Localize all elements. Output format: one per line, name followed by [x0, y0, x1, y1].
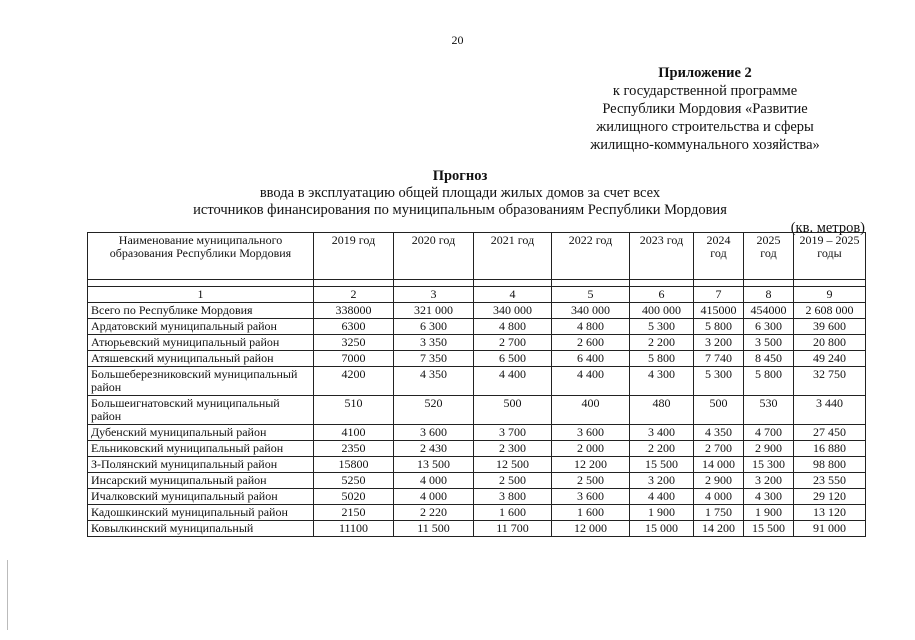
value-cell: 12 000 [552, 521, 630, 537]
value-cell: 3 350 [394, 335, 474, 351]
value-cell: 3 600 [552, 489, 630, 505]
scan-edge-mark [7, 560, 8, 630]
value-cell: 530 [744, 396, 794, 425]
value-cell: 27 450 [794, 425, 866, 441]
table-spacer-row [88, 280, 866, 287]
appendix-line: к государственной программе [612, 83, 798, 99]
value-cell: 2 000 [552, 441, 630, 457]
municipality-name-cell: Большеберезниковский муниципальный район [88, 367, 314, 396]
column-number-row [88, 287, 866, 303]
value-cell: 2150 [314, 505, 394, 521]
column-number-cell: 7 [694, 287, 744, 303]
value-cell: 4 000 [394, 489, 474, 505]
value-cell: 3 800 [474, 489, 552, 505]
table-row [88, 473, 866, 489]
appendix-block [555, 64, 855, 154]
value-cell: 1 900 [744, 505, 794, 521]
header-cell: Наименование муниципального образования Республики Мордовия [88, 233, 314, 280]
title-line: источников финансирования по муниципальным образованиям Республики Мордовия [193, 202, 727, 218]
header-cell: 2024 год [694, 233, 744, 280]
value-cell: 2 220 [394, 505, 474, 521]
municipality-name-cell: З-Полянский муниципальный район [88, 457, 314, 473]
value-cell: 338000 [314, 303, 394, 319]
value-cell: 7 350 [394, 351, 474, 367]
column-number-cell: 2 [314, 287, 394, 303]
value-cell: 16 880 [794, 441, 866, 457]
value-cell: 3 200 [630, 473, 694, 489]
value-cell: 5 300 [694, 367, 744, 396]
value-cell: 14 200 [694, 521, 744, 537]
value-cell: 13 500 [394, 457, 474, 473]
value-cell: 2 900 [694, 473, 744, 489]
table-body [88, 233, 866, 537]
value-cell: 11100 [314, 521, 394, 537]
table-row [88, 505, 866, 521]
header-cell: 2025 год [744, 233, 794, 280]
value-cell: 4 000 [394, 473, 474, 489]
municipality-name-cell: Большеигнатовский муниципальный район [88, 396, 314, 425]
value-cell: 4 350 [394, 367, 474, 396]
value-cell: 13 120 [794, 505, 866, 521]
value-cell: 3 700 [474, 425, 552, 441]
value-cell: 91 000 [794, 521, 866, 537]
table-row [88, 441, 866, 457]
header-cell: 2021 год [474, 233, 552, 280]
value-cell: 4 400 [630, 489, 694, 505]
municipality-name-cell: Всего по Республике Мордовия [88, 303, 314, 319]
value-cell: 6 400 [552, 351, 630, 367]
header-cell: 2023 год [630, 233, 694, 280]
value-cell: 5020 [314, 489, 394, 505]
value-cell: 23 550 [794, 473, 866, 489]
municipality-name-cell: Ичалковский муниципальный район [88, 489, 314, 505]
table-row [88, 489, 866, 505]
value-cell: 4 300 [630, 367, 694, 396]
units-label: (кв. метров) [790, 220, 865, 236]
municipality-name-cell: Ковылкинский муниципальный [88, 521, 314, 537]
appendix-line: Республики Мордовия «Развитие [602, 101, 808, 117]
value-cell: 15800 [314, 457, 394, 473]
table-row [88, 457, 866, 473]
column-number-cell: 9 [794, 287, 866, 303]
value-cell: 2 430 [394, 441, 474, 457]
table-row [88, 319, 866, 335]
column-number-cell: 4 [474, 287, 552, 303]
value-cell: 510 [314, 396, 394, 425]
value-cell: 32 750 [794, 367, 866, 396]
value-cell: 29 120 [794, 489, 866, 505]
value-cell: 6 300 [394, 319, 474, 335]
value-cell: 4 800 [552, 319, 630, 335]
value-cell: 3250 [314, 335, 394, 351]
forecast-table [87, 232, 866, 537]
value-cell: 4 400 [552, 367, 630, 396]
value-cell: 12 200 [552, 457, 630, 473]
value-cell: 8 450 [744, 351, 794, 367]
value-cell: 1 900 [630, 505, 694, 521]
header-cell: 2020 год [394, 233, 474, 280]
value-cell: 2 600 [552, 335, 630, 351]
value-cell: 5 800 [694, 319, 744, 335]
value-cell: 1 750 [694, 505, 744, 521]
value-cell: 5 300 [630, 319, 694, 335]
municipality-name-cell: Кадошкинский муниципальный район [88, 505, 314, 521]
value-cell: 500 [694, 396, 744, 425]
value-cell: 3 200 [694, 335, 744, 351]
value-cell: 5 800 [744, 367, 794, 396]
table-row [88, 367, 866, 396]
value-cell: 2 700 [474, 335, 552, 351]
table-header-row [88, 233, 866, 280]
value-cell: 2 500 [474, 473, 552, 489]
value-cell: 340 000 [474, 303, 552, 319]
municipality-name-cell: Ельниковский муниципальный район [88, 441, 314, 457]
value-cell: 14 000 [694, 457, 744, 473]
municipality-name-cell: Атюрьевский муниципальный район [88, 335, 314, 351]
value-cell: 2 900 [744, 441, 794, 457]
appendix-line: жилищного строительства и сферы [596, 119, 814, 135]
header-cell: 2019 год [314, 233, 394, 280]
value-cell: 2 500 [552, 473, 630, 489]
value-cell: 2 200 [630, 335, 694, 351]
value-cell: 2 700 [694, 441, 744, 457]
table-row [88, 351, 866, 367]
municipality-name-cell: Инсарский муниципальный район [88, 473, 314, 489]
table-row [88, 303, 866, 319]
value-cell: 3 600 [552, 425, 630, 441]
value-cell: 2350 [314, 441, 394, 457]
table-row [88, 335, 866, 351]
value-cell: 4 000 [694, 489, 744, 505]
value-cell: 39 600 [794, 319, 866, 335]
value-cell: 15 000 [630, 521, 694, 537]
value-cell: 49 240 [794, 351, 866, 367]
value-cell: 454000 [744, 303, 794, 319]
column-number-cell: 8 [744, 287, 794, 303]
value-cell: 520 [394, 396, 474, 425]
value-cell: 415000 [694, 303, 744, 319]
table-row [88, 425, 866, 441]
value-cell: 2 300 [474, 441, 552, 457]
value-cell: 4 300 [744, 489, 794, 505]
value-cell: 4 800 [474, 319, 552, 335]
value-cell: 2 608 000 [794, 303, 866, 319]
value-cell: 7000 [314, 351, 394, 367]
value-cell: 1 600 [474, 505, 552, 521]
value-cell: 1 600 [552, 505, 630, 521]
value-cell: 4 350 [694, 425, 744, 441]
document-title [150, 168, 770, 219]
title-line: ввода в эксплуатацию общей площади жилых домов за счет всех [259, 185, 661, 201]
title-heading: Прогноз [432, 168, 488, 184]
value-cell: 5 800 [630, 351, 694, 367]
value-cell: 7 740 [694, 351, 744, 367]
value-cell: 4200 [314, 367, 394, 396]
value-cell: 3 400 [630, 425, 694, 441]
municipality-name-cell: Ардатовский муниципальный район [88, 319, 314, 335]
value-cell: 3 600 [394, 425, 474, 441]
column-number-cell: 3 [394, 287, 474, 303]
appendix-line: жилищно-коммунального хозяйства» [590, 137, 820, 153]
header-cell: 2019 – 2025 годы [794, 233, 866, 280]
value-cell: 340 000 [552, 303, 630, 319]
value-cell: 4 700 [744, 425, 794, 441]
value-cell: 2 200 [630, 441, 694, 457]
page-number: 20 [451, 33, 464, 47]
column-number-cell: 6 [630, 287, 694, 303]
value-cell: 15 500 [630, 457, 694, 473]
table-row [88, 521, 866, 537]
value-cell: 5250 [314, 473, 394, 489]
table-row [88, 396, 866, 425]
value-cell: 98 800 [794, 457, 866, 473]
value-cell: 480 [630, 396, 694, 425]
value-cell: 6300 [314, 319, 394, 335]
value-cell: 3 500 [744, 335, 794, 351]
value-cell: 500 [474, 396, 552, 425]
value-cell: 4 400 [474, 367, 552, 396]
value-cell: 400 [552, 396, 630, 425]
appendix-heading: Приложение 2 [658, 65, 752, 81]
value-cell: 11 500 [394, 521, 474, 537]
value-cell: 6 500 [474, 351, 552, 367]
municipality-name-cell: Дубенский муниципальный район [88, 425, 314, 441]
column-number-cell: 1 [88, 287, 314, 303]
value-cell: 6 300 [744, 319, 794, 335]
value-cell: 11 700 [474, 521, 552, 537]
value-cell: 4100 [314, 425, 394, 441]
value-cell: 15 300 [744, 457, 794, 473]
value-cell: 321 000 [394, 303, 474, 319]
header-cell: 2022 год [552, 233, 630, 280]
value-cell: 15 500 [744, 521, 794, 537]
value-cell: 3 200 [744, 473, 794, 489]
value-cell: 12 500 [474, 457, 552, 473]
municipality-name-cell: Атяшевский муниципальный район [88, 351, 314, 367]
value-cell: 400 000 [630, 303, 694, 319]
value-cell: 3 440 [794, 396, 866, 425]
value-cell: 20 800 [794, 335, 866, 351]
column-number-cell: 5 [552, 287, 630, 303]
